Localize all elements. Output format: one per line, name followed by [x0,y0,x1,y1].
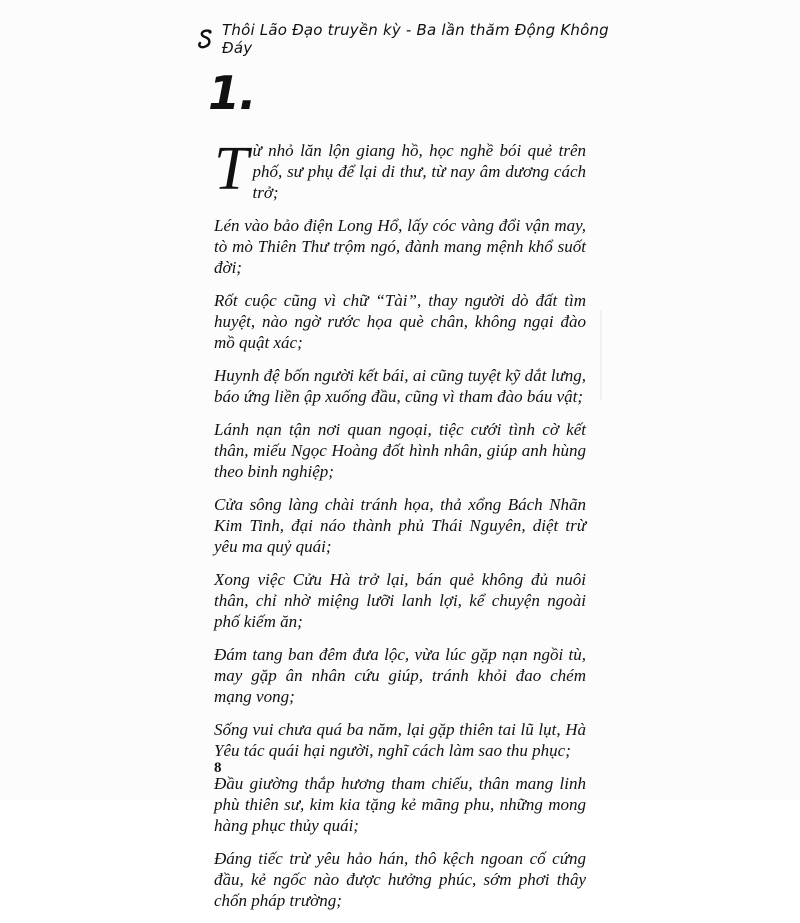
paragraph: Đầu giường thắp hương tham chiếu, thân mang linh phù thiên sư, kim kia tặng kẻ mãng phu, những mong hàng phục thủy quái; [214,774,586,835]
page-number: 8 [214,760,222,776]
chapter-body [214,135,586,923]
paragraph: Lén vào bảo điện Long Hổ, lấy cóc vàng đổi vận may, tò mò Thiên Thư trộm ngó, đành mang mệnh khổ suốt đời; [214,216,586,277]
paragraph: Cửa sông làng chài tránh họa, thả xổng Bách Nhãn Kim Tinh, đại náo thành phủ Thái Nguyên, diệt trừ yêu ma quỷ quái; [214,495,586,556]
paragraph: Đáng tiếc trừ yêu hảo hán, thô kệch ngoan cố cứng đầu, kẻ ngốc nào được hưởng phúc, sớm phơi thây chốn pháp trường; [214,849,586,910]
running-header [196,21,626,57]
paragraph: Đám tang ban đêm đưa lộc, vừa lúc gặp nạn ngồi tù, may gặp ân nhân cứu giúp, tránh khỏi đao chém mạng vong; [214,645,586,706]
faint-watermark [600,310,672,400]
paragraph: Lánh nạn tận nơi quan ngoại, tiệc cưới tình cờ kết thân, miếu Ngọc Hoàng đốt hình nhân, giúp anh hùng theo binh nghiệp; [214,420,586,481]
paragraph [214,135,586,203]
paragraph: Xong việc Cửu Hà trở lại, bán quẻ không đủ nuôi thân, chỉ nhờ miệng lưỡi lanh lợi, kể chuyện ngoài phố kiếm ăn; [214,570,586,631]
paragraph: Sống vui chưa quá ba năm, lại gặp thiên tai lũ lụt, Hà Yêu tác quái hại người, nghĩ cách làm sao thu phục; [214,720,586,760]
drop-cap: T [214,135,249,203]
paragraph: Huynh đệ bốn người kết bái, ai cũng tuyệt kỹ dắt lưng, báo ứng liền ập xuống đầu, cũng vì tham đào báu vật; [214,366,586,406]
header-title: Thôi Lão Đạo truyền kỳ - Ba lần thăm Động Không Đáy [222,21,609,57]
chapter-number: 1. [208,66,256,120]
paragraph-text: ừ nhỏ lăn lộn giang hồ, học nghề bói quẻ trên phố, sư phụ để lại di thư, từ nay âm dương cách trở; [252,141,586,202]
paragraph: Rốt cuộc cũng vì chữ “Tài”, thay người dò đất tìm huyệt, nào ngờ rước họa què chân, không ngại đào mồ quật xác; [214,291,586,352]
ornament-logo-icon [196,28,216,50]
